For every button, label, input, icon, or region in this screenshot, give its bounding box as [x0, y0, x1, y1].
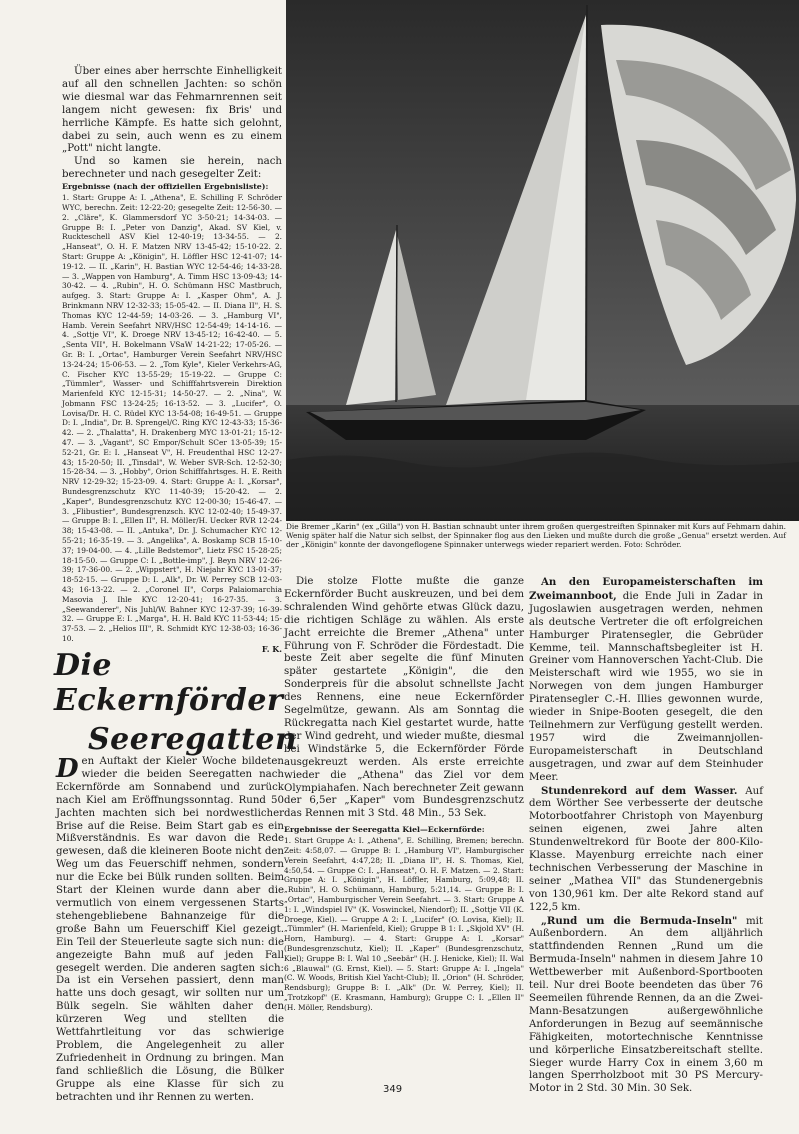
results-list-2: 1. Start Gruppe A: I. „Athena", E. Schilling, Bremen; berechn. Zeit: 4:58,07. — Gruppe B: I. „Hamburg VI", Hamburgischer Verein Seefahrt, 4:47,28; II. „Diana II", H. S. Thomas, Kiel, 4:50,54. — Gruppe C: I. „Hanseat", O. H. F. Matzen. — 2. Start: Gruppe A: I. „Königin", H. Löffler, Hamburg, 5:09,48; II. „Rubin", H. O. Schümann, Hamburg, 5:21,14. — Gruppe B: I. „Ortac", Hamburgischer Verein Seefahrt. — 3. Start: Gruppe A 1: I. „Windspiel IV" (K. Voswinckel, Niendorf); II. „Sottje VII (K. Droege, Kiel). — Gruppe A 2: I. „Lucifer" (O. Lovisa, Kiel); II. „Tümmler" (H. Marienfeld, Kiel); Gruppe B 1: I. „Skjold XV" (H. Horn, Hamburg). — 4. Start: Gruppe A: I. „Korsar" (Bundesgrenzschutz, Kiel); II. „Kaper" (Bundesgrenzschutz, Kiel); Gruppe B: I. Wal 10 „Seebär" (H. J. Henicke, Kiel); II. Wal 6 „Blauwal" (G. Ernst, Kiel). — 5. Start: Gruppe A: I. „Ingela" (C. W. Woods, British Kiel Yacht-Club); II. „Orion" (H. Schröder, Rendsburg); Gruppe B: I. „Alk" (Dr. W. Perrey, Kiel); II. „Trotzkopf" (E. Krasmann, Hamburg); Gruppe C: I. „Ellen II" (H. Möller, Rendsburg). [284, 836, 524, 1012]
intro-paragraph-2: Und so kamen sie herein, nach berechneter und nach gesegelter Zeit: [62, 156, 282, 181]
news-item-stundenrekord [529, 785, 763, 915]
article-headline [54, 648, 298, 757]
article-paragraph-1-text: en Auftakt der Kieler Woche bildeten wieder die beiden Seeregatten nach Eckernförde am Sonnabend und zurück nach Kiel am Eröffnungssonntag. Rund 50 Jachten machten sich bei nordwestlicher Brise auf die Reise. Beim Start gab es ein Mißverständnis. Es war davon die Rede gewesen, daß die kleineren Boote nicht den Weg um das Feuerschiff nehmen, sondern nur die Ecke bei Bülk runden sollten. Beim Start der Kleinen wurde dann aber die vermutlich von einem vergessenen Starts stehengebliebene Bahnanzeige für die große Bahn um Feuerschiff Kiel gezeigt. Ein Teil der Steuerleute sagte sich nun: die angezeigte Bahn muß auf jeden Fall gesegelt werden. Die anderen sagten sich: Da ist ein Versehen passiert, denn man hatte uns doch gesagt, wir sollten nur um Bülk segeln. Sie wählten daher den kürzeren Weg und stellten die Wettfahrtleitung vor das schwierige Problem, die Angelegenheit zu aller Zufriedenheit in Ordnung zu bringen. Man fand schließlich die Lösung, die Bülker Gruppe als eine Klasse für sich zu betrachten und ihr Rennen zu werten. [56, 756, 284, 1103]
author-signature: F. K. [261, 643, 282, 654]
left-column-top [62, 66, 282, 654]
photo-caption: Die Bremer „Karin" (ex „Gilla") von H. Bastian schnaubt unter ihrem großen quergestreiften Spinnaker mit Kurs auf Fehmarn dahin. Wenig später half die Natur sich selbst, der Spinnaker flog aus den Lieken und mußte durch die große „Genua" ersetzt werden. Auf der „Königin" konnte der davongeflogene Spinnaker unterwegs wieder repariert werden. Foto: Schröder. [286, 522, 786, 550]
headline-line-2: Seeregatten [88, 722, 298, 757]
results-heading-2: Ergebnisse der Seeregatta Kiel—Eckernförde: [284, 825, 485, 835]
news-item-3-lead: „Rund um die Bermuda-Inseln" [541, 914, 738, 927]
news-item-bermuda [529, 915, 763, 1097]
news-item-1-text: die Ende Juli in Zadar in Jugoslawien ausgetragen werden, nehmen als deutsche Vertreter die oft erfolgreichen Hamburger Piratensegler, die Gebrüder Kemme, teil. Mannschaftsbegleiter ist H. Greiner vom Hannoverschen Yacht-Club. Die Meisterschaft wird wie 1955, wo sie in Norwegen von dem jungen Hamburger Piratensegler C.-H. Illies gewonnen wurde, wieder in Snipe-Booten gesegelt, die den Teilnehmern zur Verfügung gestellt werden. 1957 wird die Zweimannjollen-Europameisterschaft in Deutschland ausgetragen, und zwar auf dem Steinhuder Meer. [529, 590, 763, 783]
news-item-2-text: Auf dem Wörther See verbesserte der deutsche Motorbootfahrer Christoph von Mayenburg seinen eigenen, zwei Jahre alten Stundenweltrekord für Boote der 800-Kilo-Klasse. Mayenburg erreichte nach einer technischen Verbesserung der Maschine in seiner „Mathea VII" das Stundenergebnis von 130,961 km. Der alte Rekord stand auf 122,5 km. [529, 785, 763, 913]
intro-paragraph: Über eines aber herrschte Einhelligkeit auf all den schnellen Jachten: so schön wie diesmal war das Fehmarnrennen seit langem nicht gewesen: fix Bris' und herrliche Kämpfe. Es hatte sich gelohnt, dabei zu sein, auch wenn es zu einem „Pott" nicht langte. [62, 66, 282, 155]
news-item-3-text: mit Außenbordern. An dem alljährlich stattfindenden Rennen „Rund um die Bermuda-Inseln" nahmen in diesem Jahre 10 Wettbewerber mit Außenbord-Sportbooten teil. Nur drei Boote beendeten das über 76 Seemeilen führende Rennen, da an die Zwei-Mann-Besatzungen außergewöhnliche Anforderungen in Bezug auf seemännische Fähigkeiten, motortechnische Kenntnisse und körperliche Einsatzbereitschaft stellte. Sieger wurde Harry Cox in einem 3,60 m langen Sperrholzboot mit 30 PS Mercury-Motor in 2 Std. 30 Min. 30 Sek. [529, 915, 763, 1095]
article-paragraph-2: Die stolze Flotte mußte die ganze Eckernförder Bucht auskreuzen, und bei dem schralenden Wind gehörte etwas Glück dazu, die richtigen Schläge zu wählen. Als erste Jacht erreichte die Bremer „Athena" unter Führung von F. Schröder die Fördestadt. Die beste Zeit aber segelte die fünf Minuten später gestartete „Königin", die den Sonderpreis für die absolut schnellste Jacht des Rennens, eine neue Eckernförder Segelmütze, gewann. Als am Sonntag die Rückregatta nach Kiel gestartet wurde, hatte der Wind gedreht, und wieder mußte, diesmal bei Windstärke 5, die Eckernförder Förde ausgekreuzt werden. Als erste erreichte wieder die „Athena" das Ziel vor dem Olympiahafen. Nach berechneter Zeit gewann der 6,5er „Kaper" vom Bundesgrenzschutz das Rennen mit 3 Std. 48 Min., 53 Sek. [284, 576, 524, 820]
sailing-yacht-photo [286, 0, 799, 521]
page-number: 349 [383, 1084, 403, 1095]
news-item-1-lead: An den Europameisterschaften im Zweimannboot, [529, 576, 763, 602]
headline-line-1: Die Eckernförder [54, 648, 284, 718]
results-list: 1. Start: Gruppe A: I. „Athena", E. Schilling F. Schröder WYC, berechn. Zeit: 12-22-20; gesegelte Zeit: 12-56-30. — 2. „Cläre", K. Glammersdorf YC 3-50-21; 14-34-03. — Gruppe B: I. „Peter von Danzig", Akad. SV Kiel, v. Ruckteschell ASV Kiel 12-40-19; 13-34-55. — 2. „Hanseat", O. H. F. Matzen NRV 13-45-42; 15-10-22. 2. Start: Gruppe A: „Königin", H. Löffler HSC 12-41-07; 14-19-12. — II. „Karin", H. Bastian WYC 12-54-46; 14-33-28. — 3. „Wappen von Hamburg", A. Timm HSC 13-09-43; 14-30-42. — 4. „Rubin", H. O. Schümann HSC Mastbruch, aufgeg. 3. Start: Gruppe A: I. „Kasper Ohm", A. J. Brinkmann NRV 12-32-33; 15-05-42. — II. Diana II", H. S. Thomas KYC 12-44-59; 14-03-26. — 3. „Hamburg VI", Hamb. Verein Seefahrt NRV/HSC 12-54-49; 14-14-16. — 4. „Sottje VI", K. Droege NRV 13-45-12; 16-42-40. — 5. „Senta VII", H. Bokelmann VSaW 14-21-22; 17-05-26. — Gr. B: I. „Ortac", Hamburger Verein Seefahrt NRV/HSC 13-24-24; 15-06-53. — 2. „Tom Kyle", Kieler Verkehrs-AG, C. Fischer KYC 13-55-29; 15-19-22. — Gruppe C: „Tümmler", Wasser- und Schifffahrtsverein Direktion Marienfeld KYC 12-15-31; 14-50-27. — 2. „Nina", W. Jobmann FSC 13-24-25; 16-13-52. — 3. „Lucifer", O. Lovisa/Dr. H. C. Rüdel KYC 13-54-08; 16-49-51. — Gruppe D: I. „India", Dr. B. Sprengel/C. Ring KYC 12-43-33; 15-36-42. — 2. „Thalatta", H. Drakenberg MYC 13-01-21; 15-12-47. — 3. „Vagant", SC Empor/Schult SCer 13-05-39; 15-52-21, Gr. E: I. „Hanseat V", H. Freudenthal HSC 12-27-43; 15-20-50; II. „Tinsdal", W. Weber SVR-Sch. 12-52-30; 15-28-34. — 3. „Hobby", Orion Schifffahrtsges. H. E. Reith NRV 12-29-32; 15-23-09. 4. Start: Gruppe A: I. „Korsar", Bundesgrenzschutz KYC 11-40-39; 15-20-42. — 2. „Kaper", Bundesgrenzschutz KYC 12-00-30; 15-46-47. — 3. „Flibustier", Bundesgrenzsch. KYC 12-02-40; 15-49-37. — Gruppe B: I. „Ellen II", H. Möller/H. Uecker RVR 12-24-38; 15-43-08. — II. „Antuka", Dr. J. Schumacher KYC 12-55-21; 16-35-19. — 3. „Angelika", A. Boskamp SCB 15-10-37; 19-04-00. — 4. „Lille Bedstemor", Lietz FSC 15-28-25; 18-15-50. — Gruppe C: I. „Bottle-imp", J. Beyn NRV 12-26-39; 17-36-00. — 2. „Wippstert", H. Niejahr KYC 13-01-37; 18-52-15. — Gruppe D: I. „Alk", Dr. W. Perrey SCB 12-03-43; 16-13-22. — 2. „Coronel II", Corps Palaiomarchia Masovia J. Ihle KYC 12-20-41; 16-27-35. — 3. „Seewanderer", Nis Juhl/W. Bahner KYC 12-37-39; 16-39-32. — Gruppe E: I. „Marga", H. H. Bald KYC 11-53-44; 15-37-53. — 2. „Helios III", R. Schmidt KYC 12-38-03; 16-36-10. [62, 193, 282, 644]
right-column [529, 576, 763, 1095]
left-column-article [56, 754, 284, 1103]
news-item-2-lead: Stundenrekord auf dem Wasser. [541, 784, 738, 797]
article-paragraph-1 [56, 756, 284, 1104]
drop-cap: D [56, 754, 79, 784]
middle-column [284, 576, 524, 1076]
results-heading: Ergebnisse (nach der offiziellen Ergebnisliste): [62, 182, 269, 192]
news-item-europameisterschaften [529, 576, 763, 785]
